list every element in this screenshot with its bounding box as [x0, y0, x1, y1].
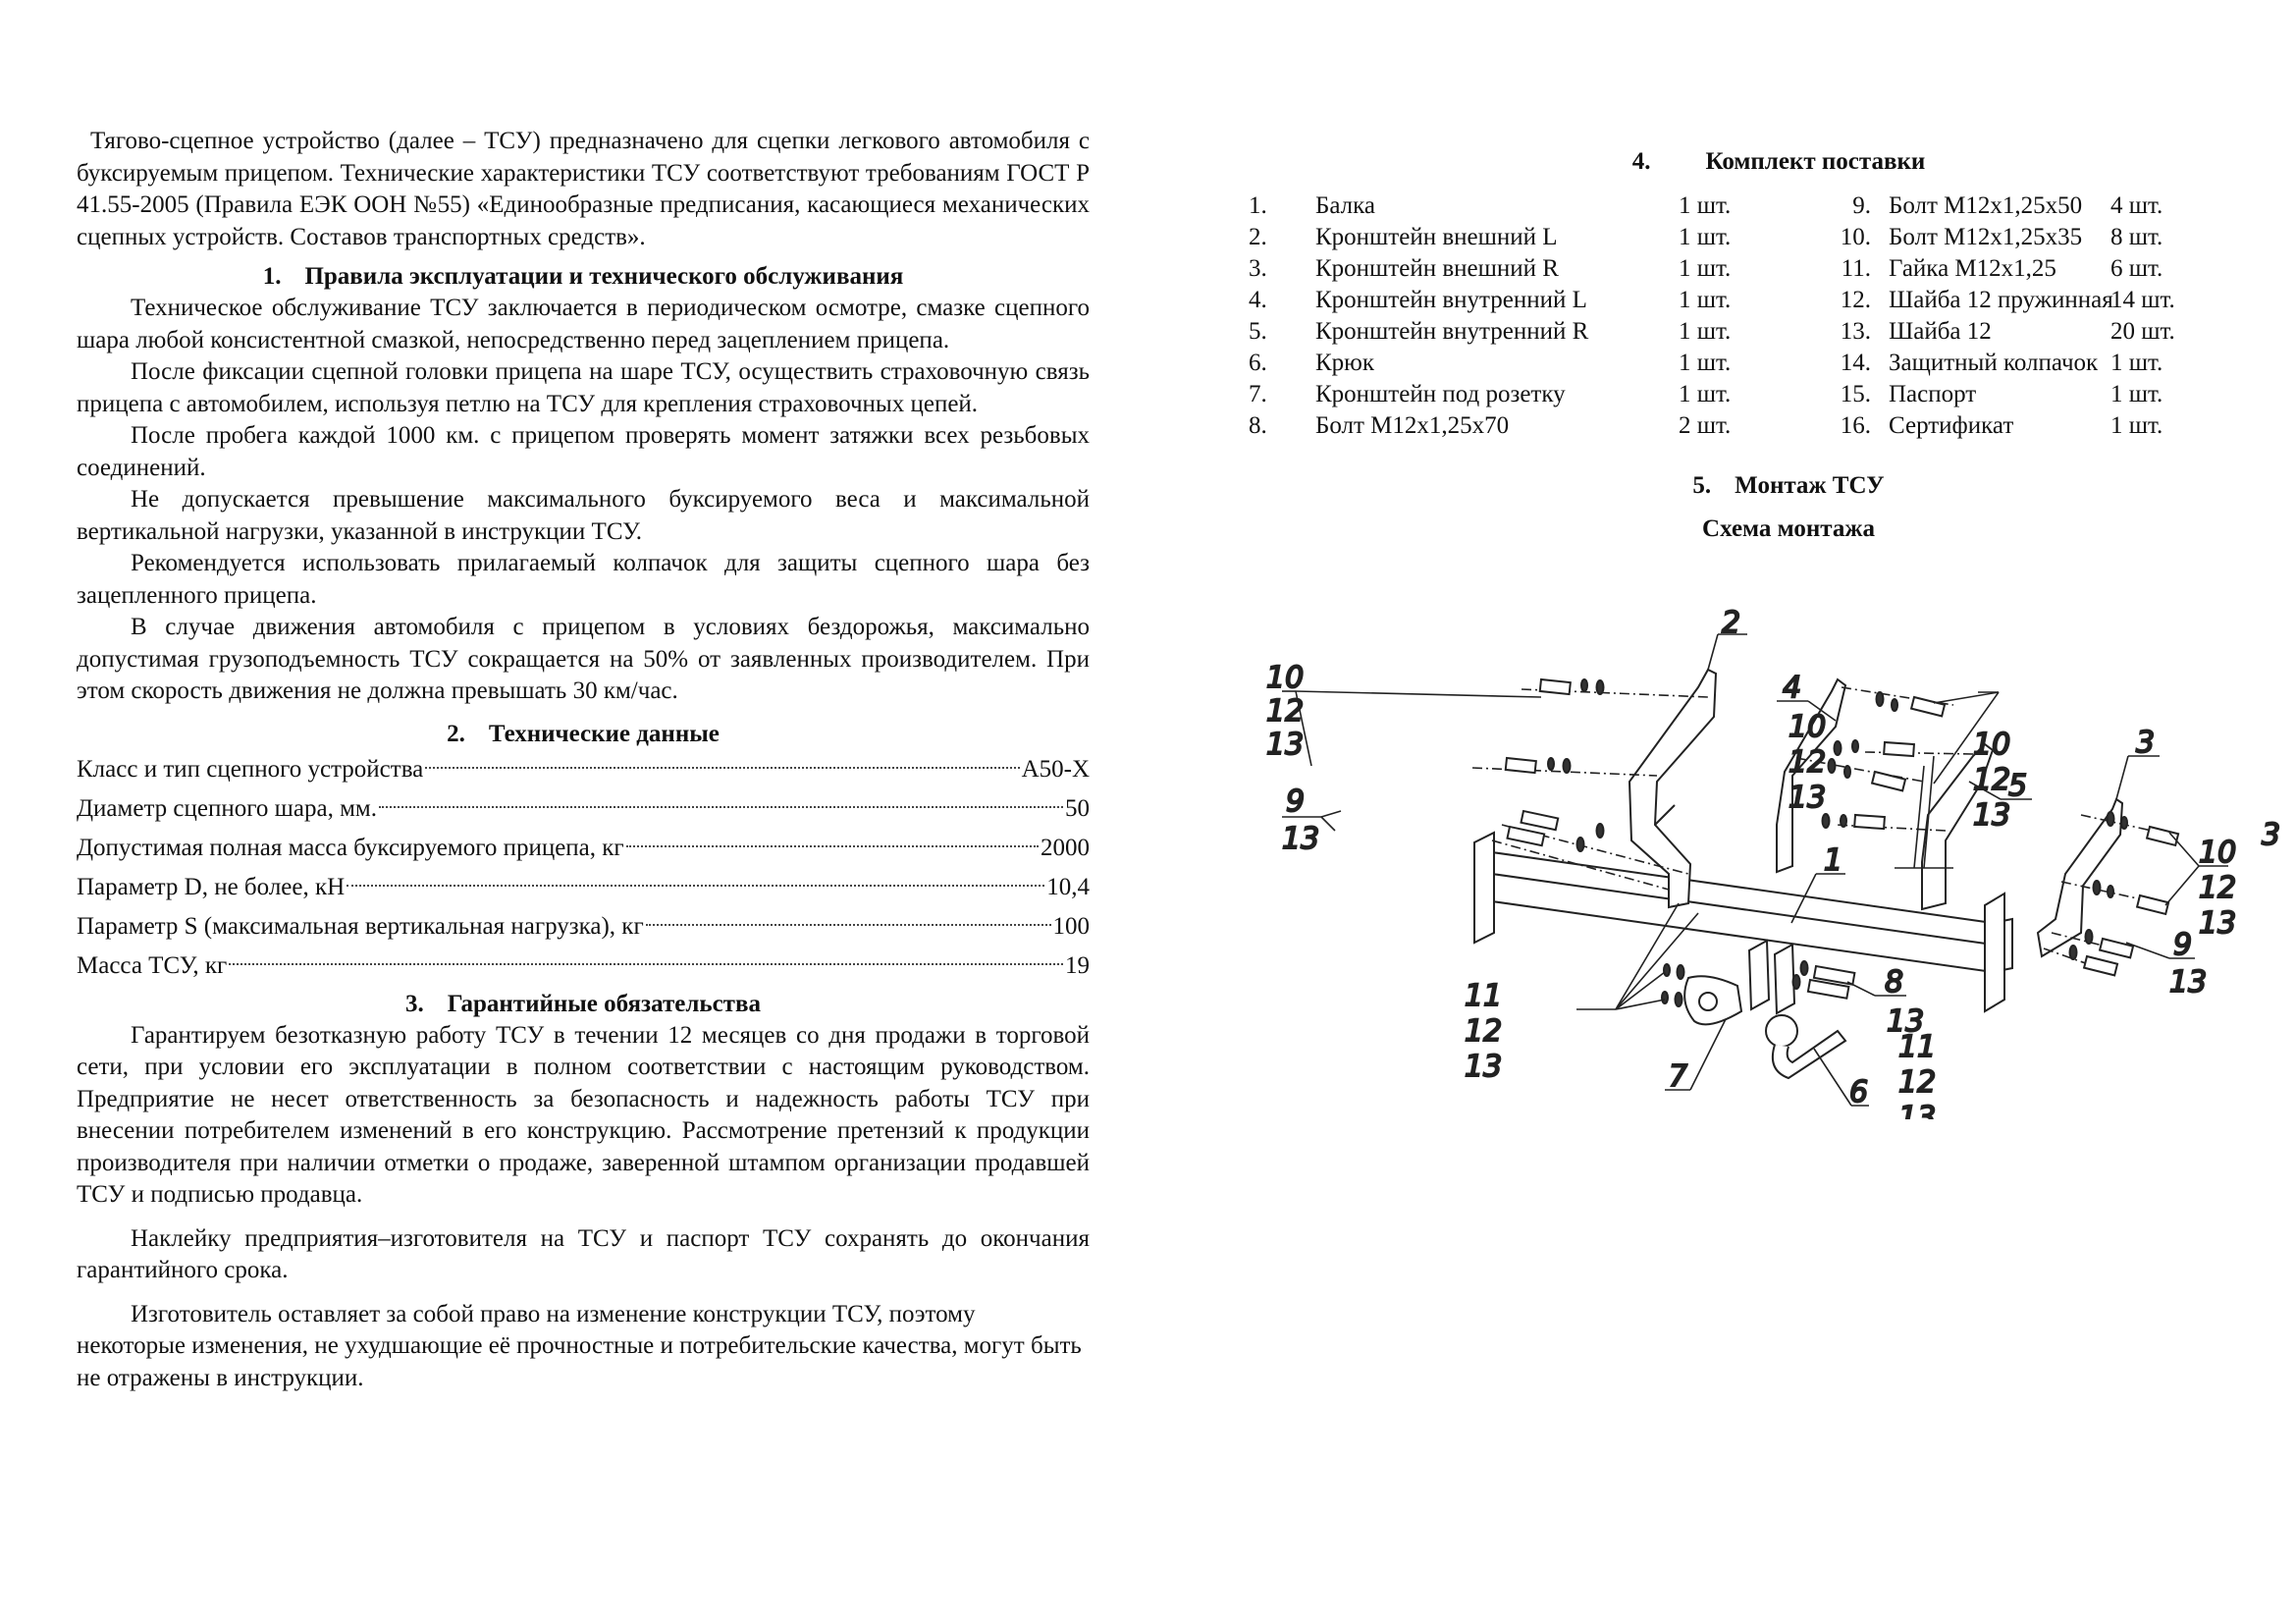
kit-item-number: 6. — [1249, 350, 1267, 376]
kit-item-number: 2. — [1249, 224, 1267, 250]
callout-8: 8 — [1885, 965, 1904, 1000]
callout-13: 13 — [1789, 781, 1827, 815]
callout-12: 12 — [1789, 745, 1827, 780]
technical-data-list — [77, 750, 1090, 986]
tech-row-tow-mass — [77, 947, 1090, 986]
kit-item-name: Сертификат — [1889, 412, 2014, 439]
kit-item-number: 13. — [1840, 318, 1871, 345]
tech-row-ball-diameter — [77, 789, 1090, 829]
callout-1: 1 — [1824, 843, 1843, 878]
section-4-title: Комплект поставки — [1705, 148, 1926, 175]
callout-7: 7 — [1669, 1059, 1688, 1094]
bolt-icon — [1506, 758, 1536, 773]
bolt-icon — [1872, 772, 1905, 790]
bolt-icon — [2084, 956, 2117, 975]
callout-13: 13 — [1465, 1050, 1503, 1084]
tech-value: 19 — [1065, 951, 1090, 979]
kit-item-quantity: 20 шт. — [2110, 318, 2175, 345]
bolt-icon — [2137, 895, 2168, 914]
leader-dots — [379, 806, 1063, 808]
section-5-number: 5. — [1692, 472, 1712, 499]
tech-row-parameter-d — [77, 868, 1090, 907]
callout-13: 13 — [1282, 822, 1320, 856]
section-1-number: 1. — [262, 263, 282, 290]
callout-13: 13 — [1973, 798, 2011, 833]
kit-item-quantity: 1 шт. — [1679, 318, 1732, 345]
section-1-paragraph: Техническое обслуживание ТСУ заключается в периодическом осмотре, смазке сцепного шара любой консистентной смазкой, непосредственно перед зацеплением прицепа. — [77, 295, 1090, 353]
kit-item-name: Болт М12х1,25х50 — [1889, 192, 2083, 219]
section-4-number: 4. — [1631, 148, 1651, 175]
kit-item-number: 11. — [1841, 255, 1871, 282]
callout-10: 10 — [1789, 710, 1827, 744]
section-3-title: Гарантийные обязательства — [447, 990, 761, 1017]
section-2-title: Технические данные — [488, 720, 720, 747]
callout-10: 10 — [1266, 661, 1305, 695]
callout-13-bolt8: 13 — [1887, 1004, 1925, 1039]
section-2-heading — [77, 718, 1090, 750]
socket-bracket-part-7 — [1684, 976, 1741, 1024]
callout-13: 13 — [1898, 1101, 1937, 1119]
callout-10: 10 — [2199, 836, 2237, 870]
callout-9: 9 — [2173, 928, 2193, 962]
intro-paragraph: Тягово-сцепное устройство (далее – ТСУ) предназначено для сцепки легкового автомобиля с буксируемым прицепом. Технические характеристики ТСУ соответствуют требованиям ГОСТ Р 41.55-2005 (Правила ЕЭК ООН №55) «Единообразные предписания, касающиеся механических сцепных устройств. Составов транспортных средств». — [77, 128, 1090, 250]
callout-12: 12 — [2199, 871, 2237, 905]
mounting-diagram — [1247, 609, 2296, 1119]
kit-item-quantity: 8 шт. — [2110, 224, 2163, 250]
section-1-paragraph: После пробега каждой 1000 км. с прицепом проверять момент затяжки всех резьбовых соединений. — [77, 422, 1090, 481]
callout-3: 3 — [2136, 726, 2156, 760]
callout-13: 13 — [2169, 965, 2208, 1000]
kit-item-number: 4. — [1249, 287, 1267, 313]
kit-item-number: 12. — [1840, 287, 1871, 313]
section-3-paragraph: Гарантируем безотказную работу ТСУ в течении 12 месяцев со дня продажи в торговой сети, при условии его эксплуатации в полном соответствии с настоящим руководством. Предприятие не несет ответственность за безопасность и надежность работы ТСУ при внесении потребителем изменений в его конструкцию. Рассмотрение претензий к продукции производителя при наличии отметки о продаже, заверенной штампом организации продавшей ТСУ и подписью продавца. — [77, 1021, 1090, 1208]
kit-item-number: 1. — [1249, 192, 1267, 219]
callout-13: 13 — [2199, 906, 2237, 941]
mounting-scheme-title: Схема монтажа — [1702, 515, 1875, 542]
kit-item-quantity: 2 шт. — [1679, 412, 1732, 439]
tech-label: Масса ТСУ, кг — [77, 951, 228, 979]
kit-item-name: Кронштейн внутренний R — [1315, 318, 1589, 345]
bolt-icon — [1911, 697, 1945, 716]
leader-dots — [646, 924, 1051, 926]
section-3-number: 3. — [405, 990, 424, 1017]
bolt-icon — [1522, 811, 1559, 830]
left-column — [77, 126, 1090, 1394]
bolt-icon — [1854, 815, 1885, 829]
tech-value: 100 — [1052, 912, 1090, 940]
kit-item-name: Кронштейн под розетку — [1315, 381, 1566, 407]
kit-item-number: 14. — [1840, 350, 1871, 376]
bolt-icon — [2147, 827, 2178, 845]
callout-11: 11 — [1465, 979, 1503, 1013]
section-1-paragraph: После фиксации сцепной головки прицепа на шаре ТСУ, осуществить страховочную связь прицепа с автомобилем, используя петлю на ТСУ для крепления страховочных цепей. — [77, 358, 1090, 417]
delivery-kit-table — [1249, 190, 2269, 442]
tech-value: 50 — [1065, 794, 1090, 822]
kit-item-quantity: 1 шт. — [2110, 381, 2163, 407]
section-1-paragraph: В случае движения автомобиля с прицепом в условиях бездорожья, максимально допустимая грузоподъемность ТСУ сокращается на 50% от заявленных производителем. При этом скорость движения не должна превышать 30 км/час. — [77, 614, 1090, 704]
callout-12: 12 — [1973, 763, 2011, 797]
right-column — [1249, 145, 2269, 546]
callout-12: 12 — [1266, 694, 1305, 729]
kit-item-name: Шайба 12 — [1889, 318, 1992, 345]
section-1-paragraph: Рекомендуется использовать прилагаемый колпачок для защиты сцепного шара без зацепленного прицепа. — [77, 550, 1090, 609]
section-2-number: 2. — [447, 720, 465, 747]
tech-label: Допустимая полная масса буксируемого прицепа, кг — [77, 834, 624, 861]
section-3-paragraph: Наклейку предприятия–изготовителя на ТСУ и паспорт ТСУ сохранять до окончания гарантийного срока. — [77, 1224, 1090, 1283]
callout-12: 12 — [1465, 1014, 1503, 1049]
kit-item-number: 15. — [1840, 381, 1871, 407]
tech-value: 10,4 — [1046, 873, 1090, 900]
kit-item-name: Крюк — [1315, 350, 1374, 376]
kit-item-quantity: 4 шт. — [2110, 192, 2163, 219]
kit-item-name: Защитный колпачок — [1889, 350, 2099, 376]
bracket-outer-left-part-2 — [1629, 670, 1716, 907]
kit-item-quantity: 1 шт. — [2110, 412, 2163, 439]
section-3-heading — [77, 988, 1090, 1020]
callout-12: 12 — [1898, 1065, 1937, 1100]
leader-dots — [626, 845, 1039, 847]
callout-3-a: 3 — [2262, 818, 2281, 852]
kit-item-quantity: 1 шт. — [1679, 350, 1732, 376]
tech-row-trailer-mass — [77, 829, 1090, 868]
tech-row-parameter-s — [77, 907, 1090, 947]
kit-item-number: 8. — [1249, 412, 1267, 439]
kit-item-number: 9. — [1852, 192, 1871, 219]
callout-9: 9 — [1286, 785, 1306, 819]
kit-item-quantity: 1 шт. — [2110, 350, 2163, 376]
section-1-paragraph: Не допускается превышение максимального буксируемого веса и максимальной вертикальной нагрузки, указанной в инструкции ТСУ. — [77, 486, 1090, 545]
callout-6: 6 — [1849, 1075, 1869, 1110]
kit-item-number: 3. — [1249, 255, 1267, 282]
kit-item-quantity: 1 шт. — [1679, 381, 1732, 407]
callout-10: 10 — [1973, 728, 2011, 762]
callout-2: 2 — [1722, 609, 1741, 640]
leader-dots — [229, 963, 1063, 965]
kit-item-name: Болт М12х1,25х35 — [1889, 224, 2083, 250]
kit-item-number: 5. — [1249, 318, 1267, 345]
bolt-icon — [1884, 742, 1914, 756]
kit-item-quantity: 1 шт. — [1679, 192, 1732, 219]
section-3-paragraph: Изготовитель оставляет за собой право на изменение конструкции ТСУ, поэтому некоторые изменения, не ухудшающие её прочностные и потребительские качества, могут быть не отражены в инструкции. — [77, 1300, 1082, 1391]
kit-item-quantity: 1 шт. — [1679, 287, 1732, 313]
bolt-icon — [2100, 939, 2133, 957]
kit-item-quantity: 14 шт. — [2110, 287, 2175, 313]
leader-dots — [347, 885, 1044, 887]
kit-item-quantity: 6 шт. — [2110, 255, 2163, 282]
callout-13: 13 — [1266, 728, 1305, 762]
bolt-icon — [1540, 679, 1571, 694]
tech-label: Параметр D, не более, кН — [77, 873, 346, 900]
kit-item-name: Болт М12х1,25х70 — [1315, 412, 1510, 439]
section-5-heading — [1249, 469, 2269, 503]
tech-value: A50-X — [1021, 755, 1090, 783]
tech-label: Класс и тип сцепного устройства — [77, 755, 424, 783]
section-4-heading — [1249, 145, 2269, 179]
kit-item-name: Паспорт — [1889, 381, 1977, 407]
section-1-heading — [77, 260, 1090, 293]
tech-row-coupling-class — [77, 750, 1090, 789]
kit-item-name: Кронштейн внутренний L — [1315, 287, 1587, 313]
section-5-title: Монтаж ТСУ — [1735, 472, 1885, 499]
mounting-section — [1249, 469, 2269, 546]
kit-item-quantity: 1 шт. — [1679, 255, 1732, 282]
tech-label: Диаметр сцепного шара, мм. — [77, 794, 377, 822]
kit-item-name: Кронштейн внешний L — [1315, 224, 1558, 250]
tow-hook-part-6 — [1766, 1015, 1845, 1078]
tech-label: Параметр S (максимальная вертикальная нагрузка), кг — [77, 912, 644, 940]
bolt-icon — [1508, 827, 1545, 845]
kit-item-name: Кронштейн внешний R — [1315, 255, 1559, 282]
kit-item-number: 7. — [1249, 381, 1267, 407]
kit-item-number: 10. — [1840, 224, 1871, 250]
kit-item-number: 16. — [1840, 412, 1871, 439]
delivery-kit-section — [1249, 145, 2269, 442]
callout-11: 11 — [1898, 1030, 1937, 1064]
kit-item-name: Гайка М12х1,25 — [1889, 255, 2056, 282]
callout-4: 4 — [1783, 671, 1802, 705]
leader-dots — [425, 767, 1019, 769]
callout-5: 5 — [2008, 769, 2028, 803]
kit-item-name: Шайба 12 пружинная — [1889, 287, 2113, 313]
tech-value: 2000 — [1041, 834, 1090, 861]
kit-item-name: Балка — [1315, 192, 1376, 219]
section-1-title: Правила эксплуатации и технического обслуживания — [304, 263, 904, 290]
kit-item-quantity: 1 шт. — [1679, 224, 1732, 250]
